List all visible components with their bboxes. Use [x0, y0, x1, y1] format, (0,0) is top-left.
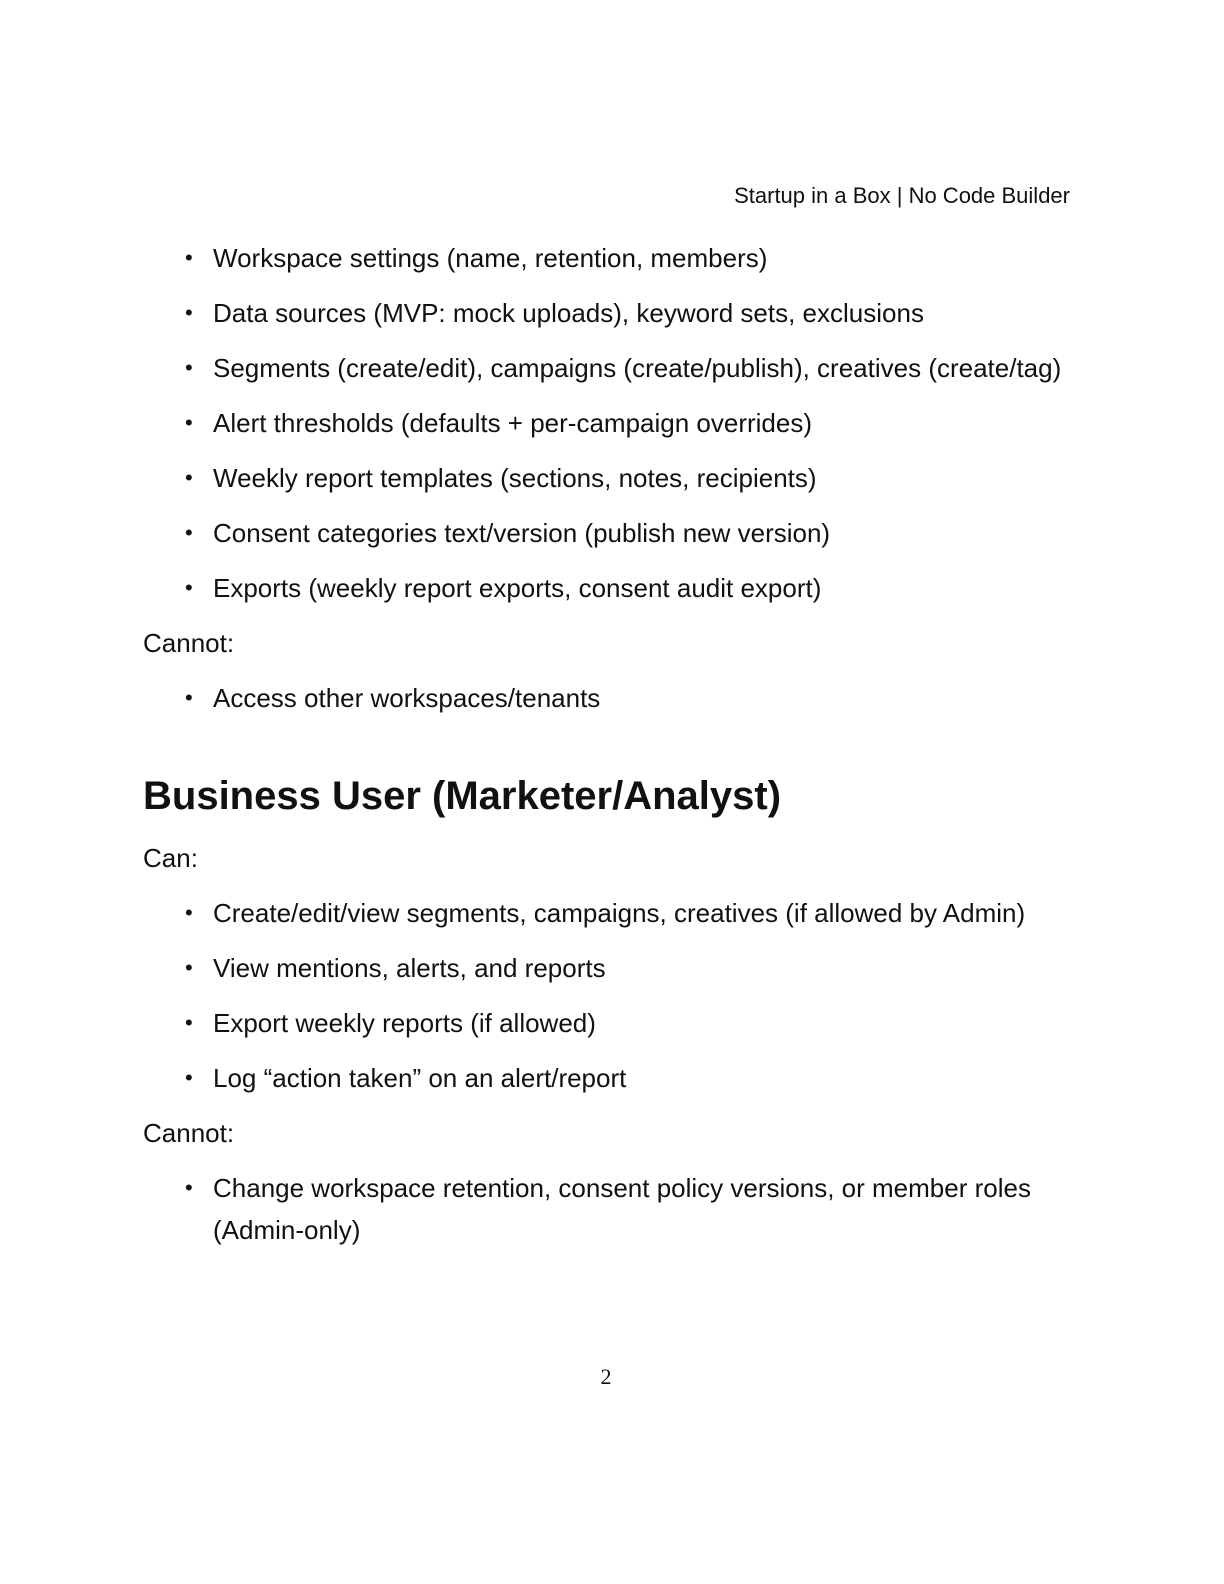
- list-item: • Export weekly reports (if allowed): [143, 1002, 1078, 1044]
- bullet-icon: •: [185, 955, 193, 980]
- list-item: • Log “action taken” on an alert/report: [143, 1057, 1078, 1099]
- bullet-icon: •: [185, 355, 193, 380]
- section-heading: Business User (Marketer/Analyst): [143, 774, 782, 818]
- bullet-icon: •: [185, 520, 193, 545]
- page-header: Startup in a Box | No Code Builder: [734, 183, 1070, 208]
- bullet-icon: •: [185, 300, 193, 325]
- bullet-icon: •: [185, 1175, 193, 1200]
- admin-cannot-label: Cannot:: [143, 628, 235, 658]
- business-cannot-label: Cannot:: [143, 1118, 235, 1148]
- list-item: • Weekly report templates (sections, notes, recipients): [143, 457, 1078, 499]
- bullet-icon: •: [185, 1010, 193, 1035]
- list-item: • Exports (weekly report exports, consent audit export): [143, 567, 1078, 609]
- business-can-list: [143, 892, 1078, 1099]
- list-item: • Access other workspaces/tenants: [143, 677, 1078, 719]
- list-item: • Alert thresholds (defaults + per-campaign overrides): [143, 402, 1078, 444]
- bullet-icon: •: [185, 1065, 193, 1090]
- document-body: [143, 237, 1078, 1264]
- list-item: • Workspace settings (name, retention, members): [143, 237, 1078, 279]
- bullet-icon: •: [185, 685, 193, 710]
- bullet-icon: •: [185, 900, 193, 925]
- bullet-icon: •: [185, 575, 193, 600]
- list-item: • Consent categories text/version (publish new version): [143, 512, 1078, 554]
- list-item: • Change workspace retention, consent policy versions, or member roles (Admin-only): [143, 1167, 1078, 1251]
- list-item: • Create/edit/view segments, campaigns, creatives (if allowed by Admin): [143, 892, 1078, 934]
- admin-cannot-list: [143, 677, 1078, 719]
- business-cannot-list: [143, 1167, 1078, 1251]
- bullet-icon: •: [185, 245, 193, 270]
- bullet-icon: •: [185, 465, 193, 490]
- list-item: • Data sources (MVP: mock uploads), keyword sets, exclusions: [143, 292, 1078, 334]
- list-item: • View mentions, alerts, and reports: [143, 947, 1078, 989]
- business-can-label: Can:: [143, 843, 198, 873]
- bullet-icon: •: [185, 410, 193, 435]
- list-item: • Segments (create/edit), campaigns (create/publish), creatives (create/tag): [143, 347, 1078, 389]
- page-number: 2: [600, 1364, 612, 1389]
- admin-can-list: [143, 237, 1078, 609]
